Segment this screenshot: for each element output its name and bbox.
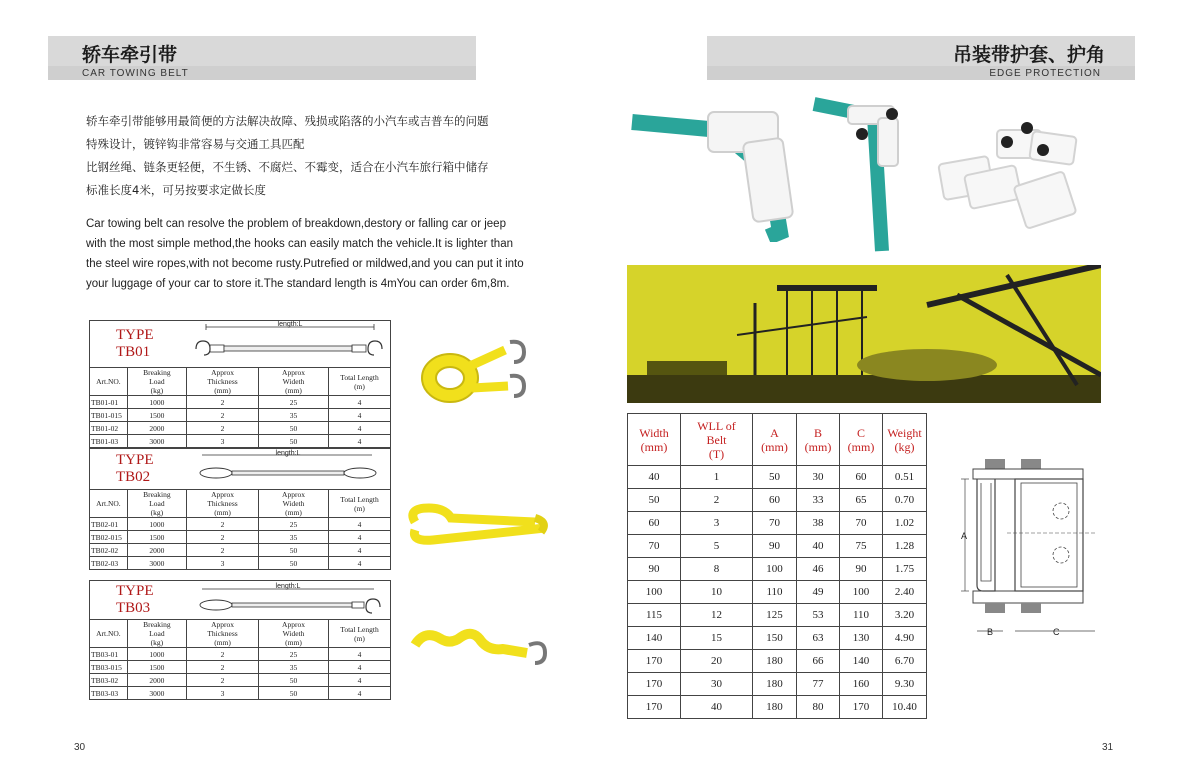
col-length: Total Length (m) <box>328 368 390 396</box>
intro-en-line: your luggage of your car to store it.The standard length is 4mYou can order 6m,8m. <box>86 278 510 290</box>
col-art: Art.NO. <box>90 490 128 518</box>
table-row: TB03-02 2000 2 50 4 <box>90 674 391 687</box>
table-row: TB03-015 1500 2 35 4 <box>90 661 391 674</box>
col-load: Breaking Load (kg) <box>127 620 186 648</box>
length-label: length:L <box>277 321 303 328</box>
table-row: 70 5 90 40 75 1.28 <box>628 535 927 558</box>
intro-english <box>86 214 556 294</box>
header-b: B (mm) <box>797 414 840 466</box>
loop-hook-belt-diagram <box>188 581 388 617</box>
intro-zh-line: 轿车牵引带能够用最简便的方法解决故障、残损或陷落的小汽车或吉普车的问题 <box>86 114 489 128</box>
intro-zh-line: 比钢丝绳、链条更轻便，不生锈、不腐烂、不霉变，适合在小汽车旅行箱中储存 <box>86 160 489 174</box>
table-row: 140 15 150 63 130 4.90 <box>628 627 927 650</box>
header-weight: Weight (kg) <box>883 414 927 466</box>
page-number-right: 31 <box>1102 742 1114 753</box>
table-row: TB03-01 1000 2 25 4 <box>90 648 391 661</box>
col-thick: Approx Thickness (mm) <box>187 490 259 518</box>
length-label: length:L <box>275 450 301 457</box>
yellow-hook-belt-photo <box>410 330 535 415</box>
yellow-loop-hook-belt-photo <box>405 625 555 670</box>
type-label-tb02: TYPE TB02 <box>90 449 187 490</box>
header-a: A (mm) <box>753 414 797 466</box>
col-length: Total Length (m) <box>328 620 390 648</box>
col-load: Breaking Load (kg) <box>127 368 186 396</box>
header-wll: WLL of Belt (T) <box>681 414 753 466</box>
col-art: Art.NO. <box>90 620 128 648</box>
intro-zh-line: 特殊设计，镀锌钩非常容易与交通工具匹配 <box>86 137 305 151</box>
edge-protector-technical-drawing <box>955 455 1105 650</box>
type-label-tb01: TYPE TB01 <box>90 321 187 368</box>
spec-table-tb03 <box>89 580 391 700</box>
table-header-row <box>628 414 927 466</box>
belt-diagram-tb02 <box>187 449 391 490</box>
left-header-sub <box>48 66 476 80</box>
col-thick: Approx Thickness (mm) <box>187 620 259 648</box>
table-row: 60 3 70 38 70 1.02 <box>628 512 927 535</box>
header-c: C (mm) <box>840 414 883 466</box>
col-art: Art.NO. <box>90 368 128 396</box>
table-row: 170 40 180 80 170 10.40 <box>628 696 927 719</box>
type-label-tb03: TYPE TB03 <box>90 581 187 620</box>
table-row: TB01-015 1500 2 35 4 <box>90 409 391 422</box>
table-row: 40 1 50 30 60 0.51 <box>628 466 927 489</box>
edge-protector-pieces-photo <box>935 120 1105 230</box>
col-load: Breaking Load (kg) <box>127 490 186 518</box>
edge-protector-photo-1 <box>630 92 810 242</box>
dimension-label-b: B <box>987 627 994 637</box>
belt-diagram-tb01 <box>187 321 391 368</box>
page-number-left: 30 <box>74 742 86 753</box>
col-width: Approx Wideth (mm) <box>259 620 329 648</box>
right-header-sub <box>707 66 1135 80</box>
intro-en-line: with the most simple method,the hooks can easily match the vehicle.It is lighter than <box>86 238 513 250</box>
table-row: TB02-02 2000 2 50 4 <box>90 544 391 557</box>
table-row: 170 30 180 77 160 9.30 <box>628 673 927 696</box>
table-row: 170 20 180 66 140 6.70 <box>628 650 927 673</box>
table-row: TB02-03 3000 3 50 4 <box>90 557 391 570</box>
right-header-bar <box>707 36 1135 70</box>
table-row: TB01-03 3000 3 50 4 <box>90 435 391 448</box>
col-width: Approx Wideth (mm) <box>259 490 329 518</box>
table-row: TB01-01 1000 2 25 4 <box>90 396 391 409</box>
left-header-bar <box>48 36 476 70</box>
col-thick: Approx Thickness (mm) <box>187 368 259 396</box>
intro-en-line: the steel wire ropes,with not become rusty.Putrefied or mildwed,and you can put it into <box>86 258 524 270</box>
table-row: 50 2 60 33 65 0.70 <box>628 489 927 512</box>
spec-table-tb02 <box>89 448 391 570</box>
table-row: TB02-015 1500 2 35 4 <box>90 531 391 544</box>
industrial-crane-photo <box>627 265 1101 403</box>
table-row: 115 12 125 53 110 3.20 <box>628 604 927 627</box>
right-header-title: 吊装带护套、护角 <box>952 43 1105 66</box>
loop-belt-diagram <box>188 449 388 487</box>
dimension-label-a: A <box>961 531 968 541</box>
intro-chinese <box>86 110 546 202</box>
table-row: 90 8 100 46 90 1.75 <box>628 558 927 581</box>
col-length: Total Length (m) <box>328 490 390 518</box>
yellow-loop-belt-photo <box>405 500 555 550</box>
intro-en-line: Car towing belt can resolve the problem of breakdown,destory or falling car or jeep <box>86 218 506 230</box>
right-header-subtitle: EDGE PROTECTION <box>989 67 1101 79</box>
table-row: 100 10 110 49 100 2.40 <box>628 581 927 604</box>
edge-protection-table <box>627 413 927 719</box>
belt-diagram-tb03 <box>187 581 391 620</box>
table-row: TB03-03 3000 3 50 4 <box>90 687 391 700</box>
edge-protector-photo-2 <box>812 96 922 256</box>
col-width: Approx Wideth (mm) <box>259 368 329 396</box>
table-row: TB02-01 1000 2 25 4 <box>90 518 391 531</box>
hook-belt-diagram <box>188 321 388 365</box>
left-header-title: 轿车牵引带 <box>82 43 178 66</box>
spec-table-tb01 <box>89 320 391 448</box>
left-header-subtitle: CAR TOWING BELT <box>82 67 189 79</box>
table-row: TB01-02 2000 2 50 4 <box>90 422 391 435</box>
length-label: length:L <box>275 583 301 590</box>
header-width: Width (mm) <box>628 414 681 466</box>
intro-zh-line: 标准长度4米，可另按要求定做长度 <box>86 183 266 197</box>
dimension-label-c: C <box>1053 627 1060 637</box>
